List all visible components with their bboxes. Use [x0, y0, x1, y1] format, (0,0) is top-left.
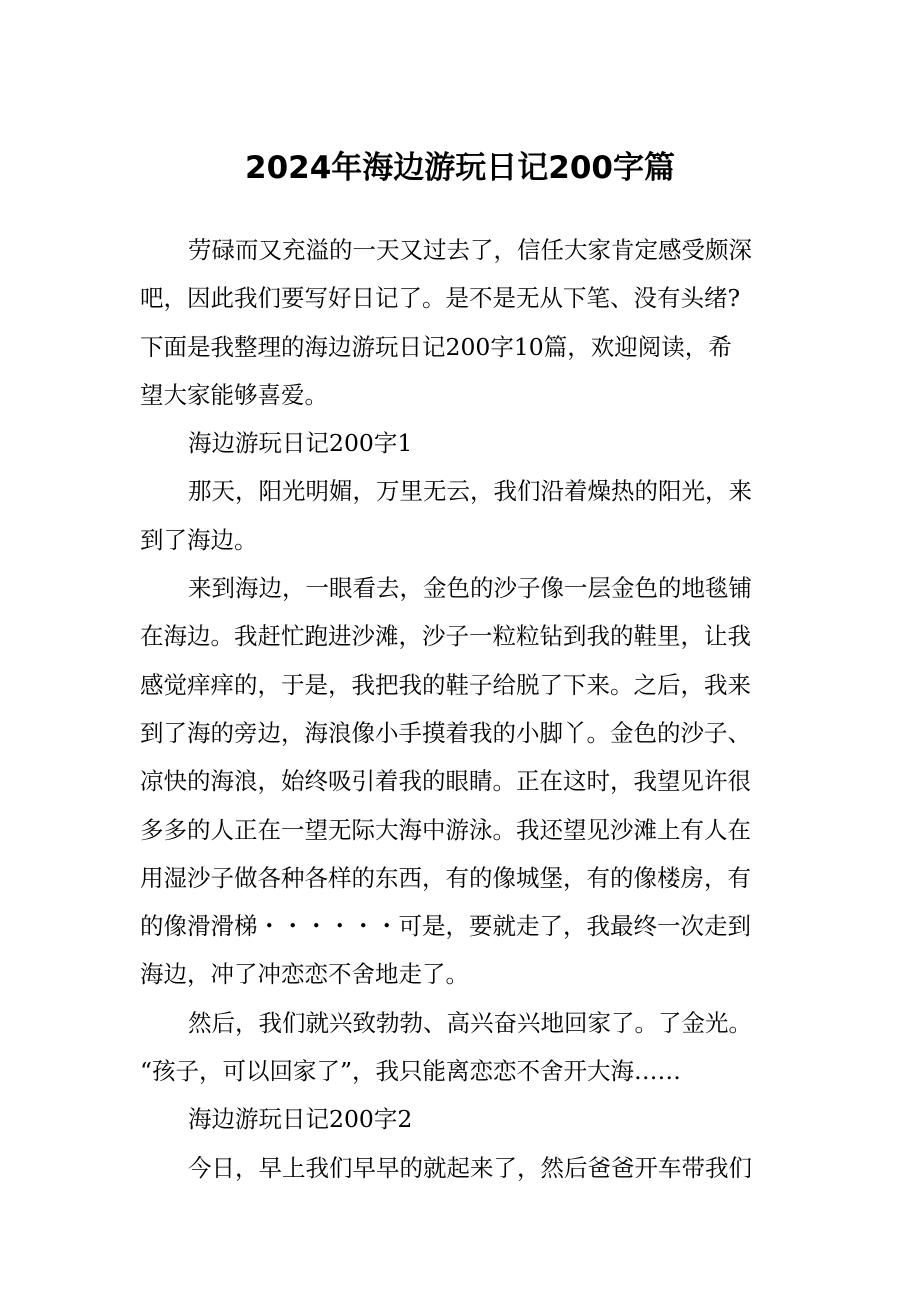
section-heading: 海边游玩日记200字2 — [188, 1105, 413, 1134]
text-line: 海边，冲了冲恋恋不舍地走了。 — [140, 960, 469, 989]
text-line: 在海边。我赶忙跑进沙滩，沙子一粒粒钻到我的鞋里，让我 — [140, 622, 751, 651]
text-line: 吧，因此我们要写好日记了。是不是无从下笔、没有头绪? — [140, 284, 741, 313]
document-body — [140, 226, 790, 1192]
text-line: 来到海边，一眼看去，金色的沙子像一层金色的地毯铺 — [188, 574, 752, 603]
text-line: “孩子，可以回家了”，我只能离恋恋不舍开大海…… — [140, 1057, 682, 1086]
text-line: 感觉痒痒的，于是，我把我的鞋子给脱了下来。之后，我来 — [140, 670, 751, 699]
text-line: 的像滑滑梯・・・・・・可是，要就走了，我最终一次走到 — [140, 912, 751, 941]
section-heading: 海边游玩日记200字1 — [188, 429, 413, 458]
text-line: 下面是我整理的海边游玩日记200字10篇，欢迎阅读，希 — [140, 332, 732, 361]
text-line: 到了海的旁边，海浪像小手摸着我的小脚丫。金色的沙子、 — [140, 718, 751, 747]
text-line: 到了海边。 — [140, 525, 258, 554]
text-line: 多多的人正在一望无际大海中游泳。我还望见沙滩上有人在 — [140, 815, 751, 844]
text-line: 凉快的海浪，始终吸引着我的眼睛。正在这时，我望见许很 — [140, 767, 751, 796]
text-line: 劳碌而又充溢的一天又过去了，信任大家肯定感受颇深 — [188, 236, 752, 264]
text-line: 用湿沙子做各种各样的东西，有的像城堡，有的像楼房，有 — [140, 863, 751, 892]
text-line: 望大家能够喜爱。 — [140, 380, 328, 409]
document-title: 2024年海边游玩日记200字篇 — [245, 150, 675, 186]
text-line: 然后，我们就兴致勃勃、高兴奋兴地回家了。了金光。 — [188, 1008, 752, 1037]
text-line: 那天，阳光明媚，万里无云，我们沿着燥热的阳光，来 — [188, 477, 752, 506]
text-line: 今日，早上我们早早的就起来了，然后爸爸开车带我们 — [188, 1153, 752, 1182]
